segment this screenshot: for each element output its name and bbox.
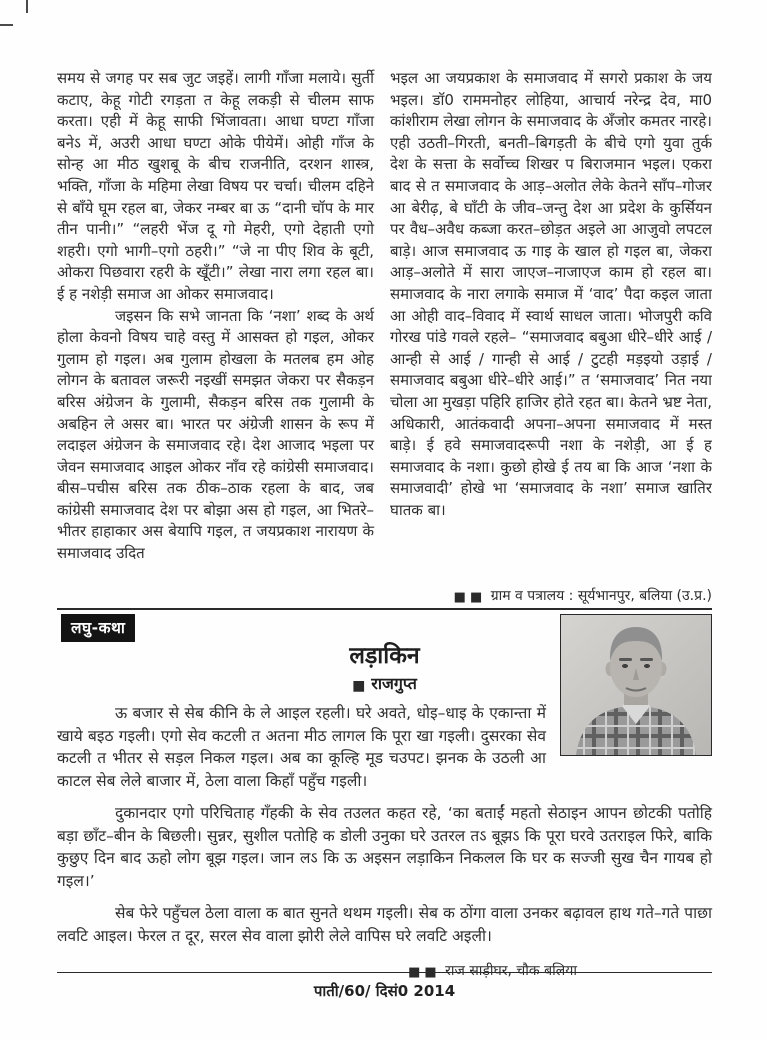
essay-author-address [390,582,712,608]
essay-attribution-text: ग्राम व पत्रालय : सूर्यभानपुर, बलिया (उ.प्र.) [490,588,712,605]
essay-paragraph: जइसन कि सभे जानता कि ‘नशा’ शब्द के अर्थ होला केवनो विषय चाहे वस्तु में आसक्त हो गइल, ओकर गुलाम हो गइल। अब गुलाम होखला के मतलब हम ओह लोगन के बतावल जरूरी नइखीं समझत जेकरा पर सैकड़न बरिस अंग्रेजन के गुलामी, सैकड़न बरिस तक गुलामी के अबहिन ले असर बा। भारत पर अंग्रेजी शासन के रूप में लदाइल अंग्रेजन के समाजवाद रहे। देश आजाद भइला पर जेवन समाजवाद आइल ओकर नाँव रहे कांग्रेसी समाजवाद। बीस–पचीस बरिस तक ठीक–ठाक रहला के बाद, जब कांग्रेसी समाजवाद देश पर बोझा अस हो गइल, आ भितरे–भीतर हाहाकार अस बेयापि गइल, त जयप्रकाश नारायण के समाजवाद उदित [57,306,374,563]
square-bullet-icon: ■ [408,965,421,980]
short-story-section [57,608,712,980]
essay-article [57,68,712,608]
essay-paragraph: भइल आ जयप्रकाश के समाजवाद में सगरो प्रकाश के जय भइल। डॉ0 राममनोहर लोहिया, आचार्य नरेन्द्र देव, मा0 कांशीराम लेखा लोगन के समाजवाद के अँजोर कमतर नारहे। एही उठती–गिरती, बनती–बिगड़ती के बीचे एगो युवा तुर्क देश के सत्ता के सर्वोच्च शिखर प बिराजमान भइल। एकरा बाद से त समाजवाद के आड़–अलोत लेके केतने साँप–गोजर आ बेरीढ़, बे घाँटी के जीव–जन्तु देश आ प्रदेश के कुर्सियन पर वैध–अवैध कब्जा करत–छोड़त अइले आ आजुवो लपटल बाड़े। आज समाजवाद ऊ गाइ के खाल हो गइल बा, जेकरा आड़–अलोते में सारा जाएज–नाजाएज काम हो रहल बा। समाजवाद के नारा लगाके समाज में ‘वाद’ पैदा कइल जाता आ ओही वाद–विवाद में स्वार्थ साधल जाता। भोजपुरी कवि गोरख पांडे गवले रहले– “समाजवाद बबुआ धीरे–धीरे आई / आन्ही से आई / गान्ही से आई / टुटही मड़इयो उड़ाई / समाजवाद बबुआ धीरे–धीरे आई।” त ‘समाजवाद’ नित नया चोला आ मुखड़ा पहिरि हाजिर होते रहत बा। केतने भ्रष्ट नेता, अधिकारी, आतंकवादी अपना–अपना समाजवाद में मस्त बाड़े। ई हवे समाजवादरूपी नशा के नशेड़ी, आ ई ह समाजवाद के नशा। कुछो होखे ई तय बा कि आज ‘नशा के समाजवादी’ होखे भा ‘समाजवाद के नशा’ समाज खातिर घातक बा। [390,69,712,519]
story-header [57,614,712,702]
journal-issue-label: पाती/60/ दिसं0 2014 [313,982,456,1000]
square-bullet-icon: ■ [424,965,437,980]
square-bullet-icon: ■ [469,590,483,606]
story-author-name: राजगुप्त [371,674,417,693]
story-title: लड़ाकिन [349,643,420,669]
story-paragraph: ऊ बजार से सेब कीनि के ले आइल रहली। घरे अवते, धोइ–धाइ के एकान्ता में खाये बइठ गइली। एगो सेव कटली त अतना मीठ लागल कि पूरा खा गइली। दुसरका सेव कटली त भीतर से सड़ल निकल गइल। अब का कूल्हि मूड चउपट। झनक के उठली आ काटल सेब लेले बाजार में, ठेला वाला किहाँ पहुँच गइली। [57,704,546,790]
story-content [57,610,712,980]
square-bullet-icon: ■ [352,678,366,694]
essay-right-column [390,68,712,608]
section-label-badge: लघु-कथा [61,614,135,642]
page-footer [57,972,712,1001]
square-bullet-icon: ■ [453,590,466,606]
story-paragraph: दुकानदार एगो परिचिताह गँहकी के सेव तउलत कहत रहे, ‘का बताईं महतो सेठाइन आपन छोटकी पतोहि बड़ा छाँट–बीन के बिछली। सुन्नर, सुशील पतोहि क डोली उनुका घरे उतरल तऽ बूझऽ कि पूरा घरवे उतराइल फिरे, बाकि कुछुए दिन बाद ऊहो लोग बूझ गइल। जान लऽ कि ऊ अइसन लड़ाकिन निकलल कि घर क सज्जी सुख चैन गायब हो गइल।’ [57,804,712,890]
essay-paragraph: समय से जगह पर सब जुट जइहें। लागी गाँजा मलाये। सुर्ती कटाए, केहू गोटी रगड़ता त केहू लकड़ी से चीलम साफ करता। एही में केहू साफी भिंजावता। आधा घण्टा गाँजा बनेऽ में, अउरी आधा घण्टा ओके पीयेमें। ओही गाँज के सोन्ह आ मीठ खुशबू के बीच राजनीति, दरशन शास्त्र, भक्ति, गाँजा के महिमा लेखा विषय पर चर्चा। चीलम दहिने से बाँये घूम रहल बा, जेकर नम्बर बा ऊ “दानी चॉप के मार तीन पानी।” “लहरी भेंज दू गो मेहरी, एगो देहाती एगो शहरी। एगो भागी–एगो ठहरी।” “जे ना पीए शिव के बूटी, ओकरा पिछवारा रहरी के खूँटी।” लेखा नारा लगा रहल बा। ई ह नशेड़ी समाज आ ओकर समाजवाद। [57,69,374,303]
essay-left-column [57,68,374,608]
crop-mark-vertical [26,0,28,13]
story-paragraph: सेब फेरे पहुँचल ठेला वाला क बात सुनते थथम गइली। सेब क ठोंगा वाला उनकर बढ़ावल हाथ गते–गते पाछा लवटि आइल। फेरल त दूर, सरल सेव वाला झोरी लेले वापिस घरे लवटि अइली। [57,904,712,945]
story-author [352,672,417,694]
story-attribution-text: राज साड़ीघर, चौक बलिया [445,963,577,979]
crop-mark-horizontal [0,24,13,26]
